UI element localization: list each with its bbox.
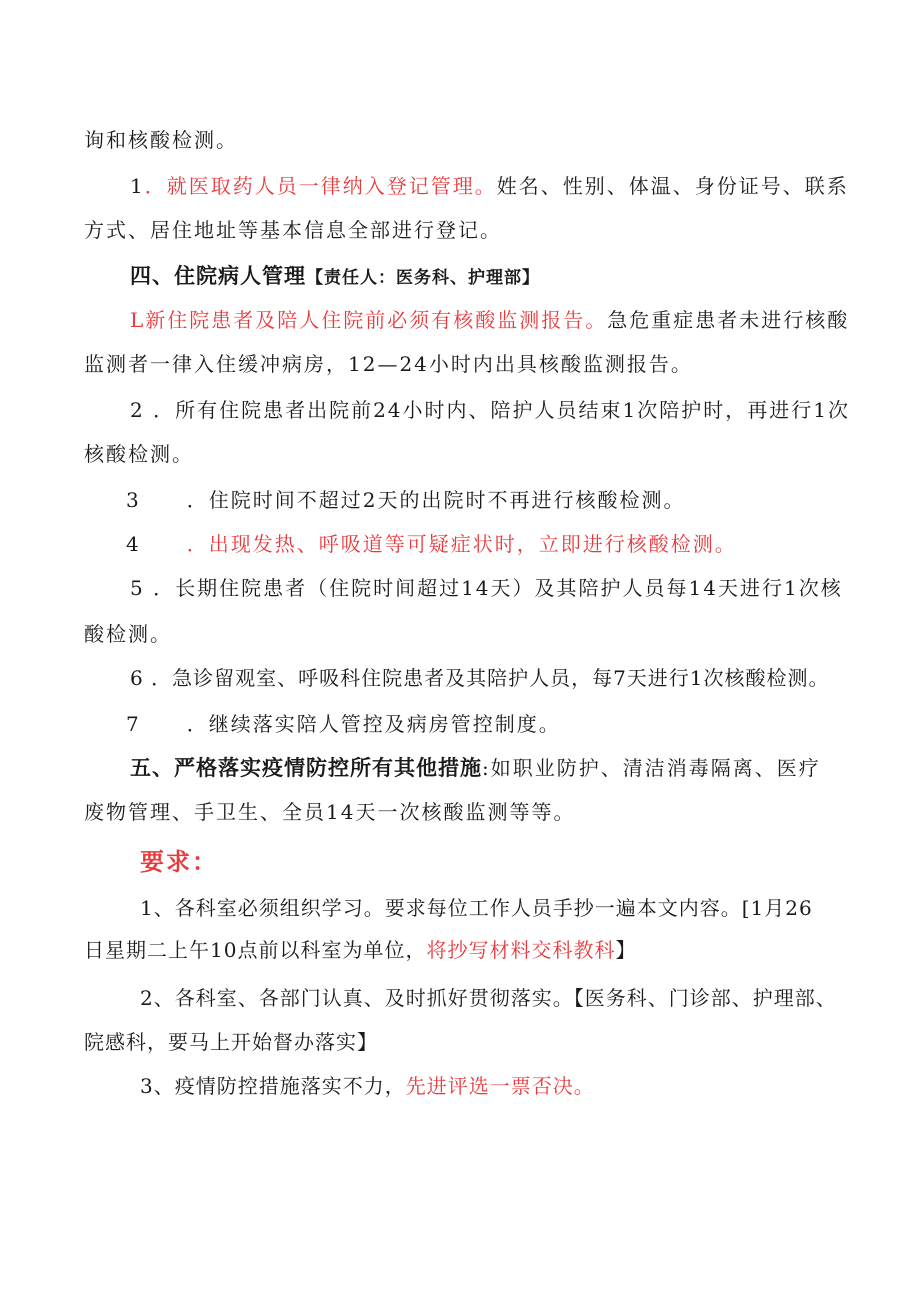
requirements-heading [140,846,218,879]
line-text: 核酸检测。 [84,442,194,466]
item-5-line [130,574,843,602]
highlight-text: ．就医取药人员一律纳入登记管理。 [144,174,497,198]
text-line [84,936,636,964]
item-number: 3 [126,488,141,512]
text-line [84,798,575,826]
line-text: 5 ．长期住院患者（住院时间超过14天）及其陪护人员每14天进行1次核 [130,576,843,600]
line-text: 姓名、性别、体温、身份证号、联系 [496,174,849,198]
line-text: 3、疫情防控措施落实不力， [140,1074,406,1098]
highlight-text: L新住院患者及陪人住院前必须有核酸监测报告。 [130,308,608,332]
section-5-heading [130,754,821,782]
line-text: 1、各科室必须组织学习。要求每位工作人员手抄一遍本文内容。[1月26 [140,896,813,920]
text-line [84,620,172,648]
item-6-line [130,664,830,692]
line-text: ．继续落实陪人管控及病房管控制度。 [186,712,561,736]
responsible-note: 【责任人：医务科、护理部】 [306,268,540,288]
line-text: 废物管理、手卫生、全员14天一次核酸监测等等。 [84,800,576,824]
text-line [84,126,238,154]
text-line [84,1028,378,1056]
item-3-line [126,486,685,514]
line-text: 日星期二上午10点前以科室为单位， [84,938,427,962]
item-2-line [130,396,850,424]
item-number: 1 [130,174,145,198]
text-line [84,350,693,378]
requirement-1-line [140,894,813,922]
requirement-2-line [140,984,837,1012]
highlight-text: ．出现发热、呼吸道等可疑症状时，立即进行核酸检测。 [186,532,737,556]
item-1-line [130,172,849,200]
section-title: 五、严格落实疫情防控所有其他措施 [130,756,482,780]
item-number: 7 [126,712,141,736]
requirement-3-line [140,1072,595,1100]
highlight-text: 将抄写材料交科教科 [426,938,616,962]
line-text: 酸检测。 [84,622,172,646]
section-4-heading [130,262,540,292]
item-7-line [126,710,561,738]
section-title: 四、住院病人管理 [130,264,306,288]
text-line [84,440,194,468]
item-4-line [126,530,737,558]
highlight-text: 先进评选一票否决。 [405,1074,595,1098]
line-text: :如职业防护、清洁消毒隔离、医疗 [482,756,821,780]
line-text: 询和核酸检测。 [84,128,238,152]
line-text: 2 ．所有住院患者出院前24小时内、陪护人员结束1次陪护时，再进行1次 [130,398,850,422]
line-text: 监测者一律入住缓冲病房，12—24小时内出具核酸监测报告。 [84,352,693,376]
bracket-text: 】 [615,938,637,962]
line-text: 6 ．急诊留观室、呼吸科住院患者及其陪护人员，每7天进行1次核酸检测。 [130,666,830,690]
line-text: 急危重症患者未进行核酸 [607,308,850,332]
text-line [84,216,502,244]
line-text: ．住院时间不超过2天的出院时不再进行核酸检测。 [186,488,686,512]
requirements-title: 要求： [140,848,218,876]
line-text: 方式、居住地址等基本信息全部进行登记。 [84,218,502,242]
line-text: 院感科，要马上开始督办落实】 [84,1030,378,1054]
line-text: 2、各科室、各部门认真、及时抓好贯彻落实。【医务科、门诊部、护理部、 [140,986,837,1010]
item-number: 4 [126,532,141,556]
text-line [130,306,849,334]
